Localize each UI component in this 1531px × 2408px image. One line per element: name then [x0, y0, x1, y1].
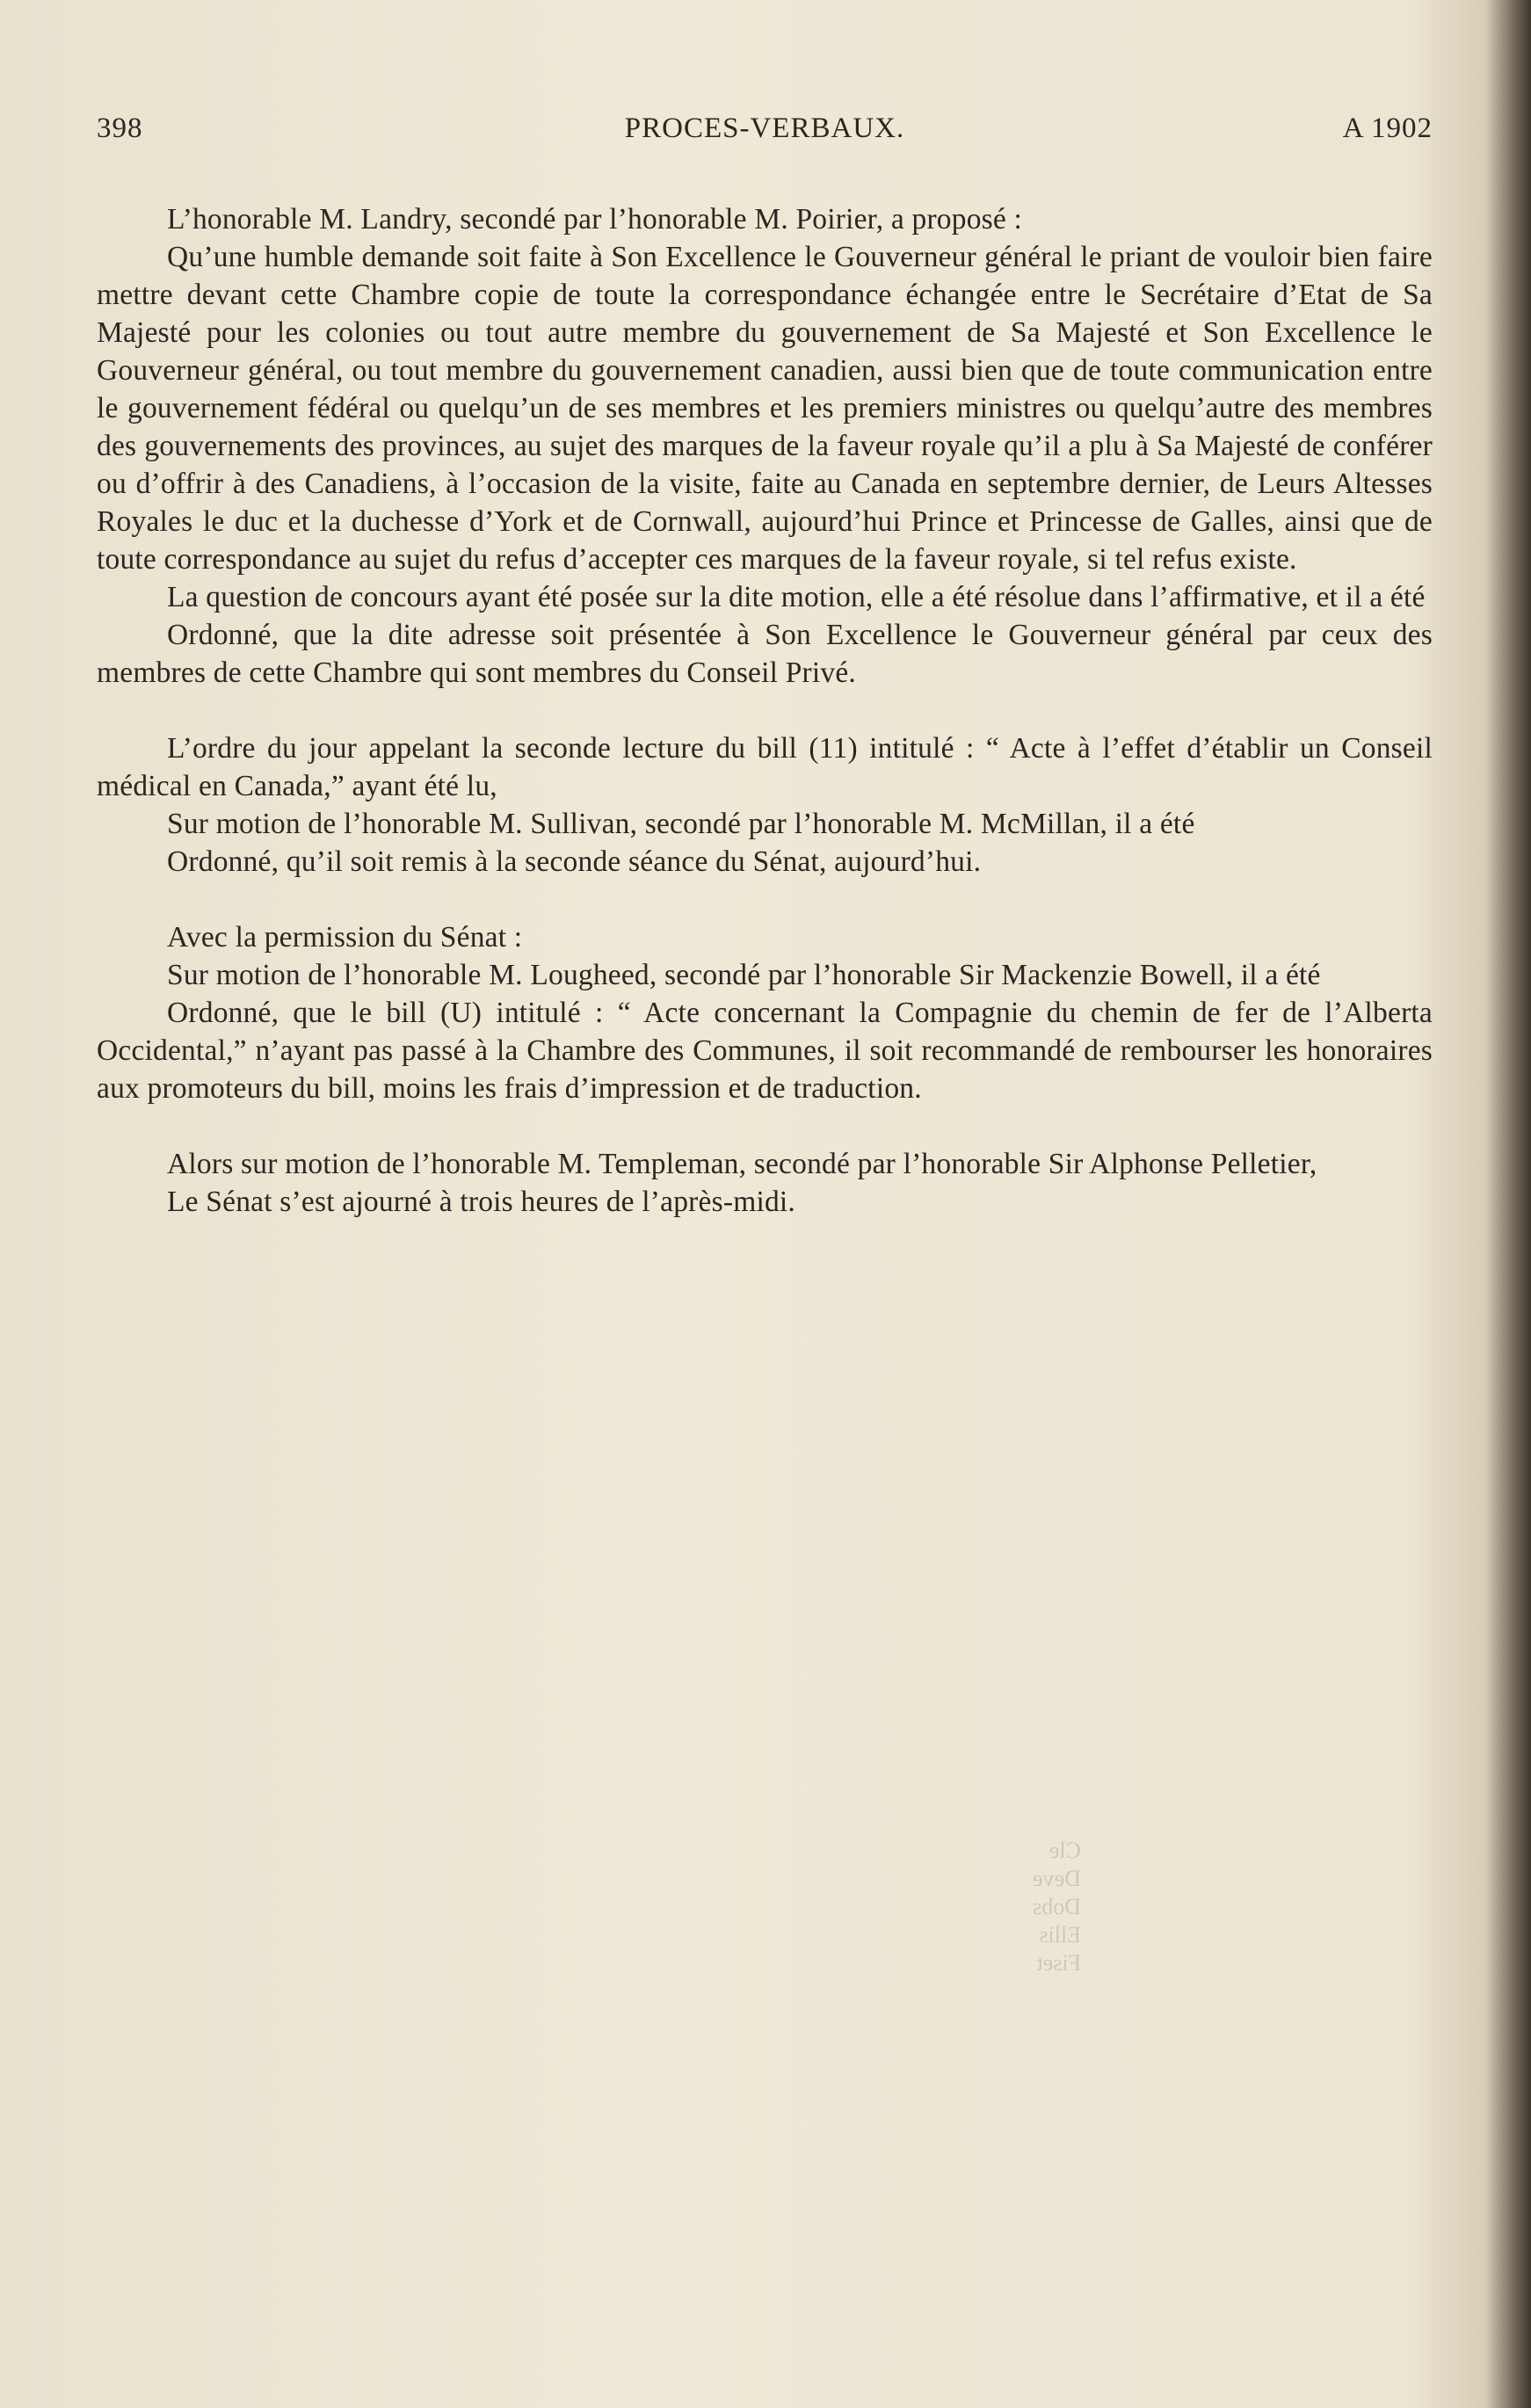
paragraph-order-of-day: L’ordre du jour appelant la seconde lecture du bill (11) intitulé : “ Acte à l’effet d’établir un Conseil médical en Canada,” ayant été lu,: [97, 732, 1433, 802]
paragraph-ordered-address: Ordonné, que la dite adresse soit présentée à Son Excellence le Gouverneur général par ceux des membres de cette Chambre qui sont membres du Conseil Privé.: [97, 619, 1433, 689]
document-body: [97, 200, 1433, 1221]
paragraph-ordered-bill-u: Ordonné, que le bill (U) intitulé : “ Acte concernant la Compagnie du chemin de fer de l’Alberta Occidental,” n’ayant pas passé à la Chambre des Communes, il soit recommandé de rembourser les honoraires aux promoteurs du bill, moins les frais d’impression et de traduction.: [97, 997, 1433, 1105]
page-number: 398: [97, 112, 143, 144]
paragraph-senate-permission: Avec la permission du Sénat :: [167, 921, 523, 954]
paragraph-motion-intro: L’honorable M. Landry, secondé par l’honorable M. Poirier, a proposé :: [167, 203, 1023, 236]
paragraph-sullivan-motion: Sur motion de l’honorable M. Sullivan, secondé par l’honorable M. McMillan, il a été: [167, 808, 1195, 840]
bleed-line: Deve: [1033, 1866, 1081, 1891]
paragraph-lougheed-motion: Sur motion de l’honorable M. Lougheed, secondé par l’honorable Sir Mackenzie Bowell, il a été: [167, 959, 1321, 991]
paragraph-question-resolved: La question de concours ayant été posée sur la dite motion, elle a été résolue dans l’affirmative, et il a été: [167, 581, 1426, 613]
year-mark: A 1902: [1342, 112, 1433, 144]
bleed-line: Dobs: [1033, 1894, 1081, 1919]
bleed-line: Fiset: [1036, 1950, 1081, 1976]
running-title: PROCES-VERBAUX.: [624, 112, 905, 144]
page-header: [97, 112, 1433, 155]
bleed-line: Ellis: [1039, 1922, 1081, 1947]
paragraph-motion-text: Qu’une humble demande soit faite à Son Excellence le Gouverneur général le priant de vouloir bien faire mettre devant cette Chambre copie de toute la correspondance échangée entre le Secrétaire d’Etat de Sa Majesté pour les colonies ou tout autre membre du gouvernement de Sa Majesté et Son Excellence le Gouverneur général, ou tout membre du gouvernement canadien, aussi bien que de toute communication entre le gouvernement fédéral ou quelqu’un de ses membres et les premiers ministres ou quelqu’autre des membres des gouvernements des provinces, au sujet des marques de la faveur royale qu’il a plu à Sa Majesté de conférer ou d’offrir à des Canadiens, à l’occasion de la visite, faite au Canada en septembre dernier, de Leurs Altesses Royales le duc et la duchesse d’York et de Cornwall, aujourd’hui Prince et Princesse de Galles, ainsi que de toute correspondance au sujet du refus d’accepter ces marques de la faveur royale, si tel refus existe.: [97, 241, 1433, 576]
bleed-through-text: [976, 1837, 1081, 1977]
paragraph-adjournment: Le Sénat s’est ajourné à trois heures de l’après-midi.: [167, 1186, 795, 1218]
bleed-line: Cle: [1048, 1838, 1081, 1863]
paragraph-templeman-motion: Alors sur motion de l’honorable M. Templeman, secondé par l’honorable Sir Alphonse Pelletier,: [167, 1148, 1317, 1180]
paragraph-ordered-deferred: Ordonné, qu’il soit remis à la seconde séance du Sénat, aujourd’hui.: [167, 845, 982, 878]
